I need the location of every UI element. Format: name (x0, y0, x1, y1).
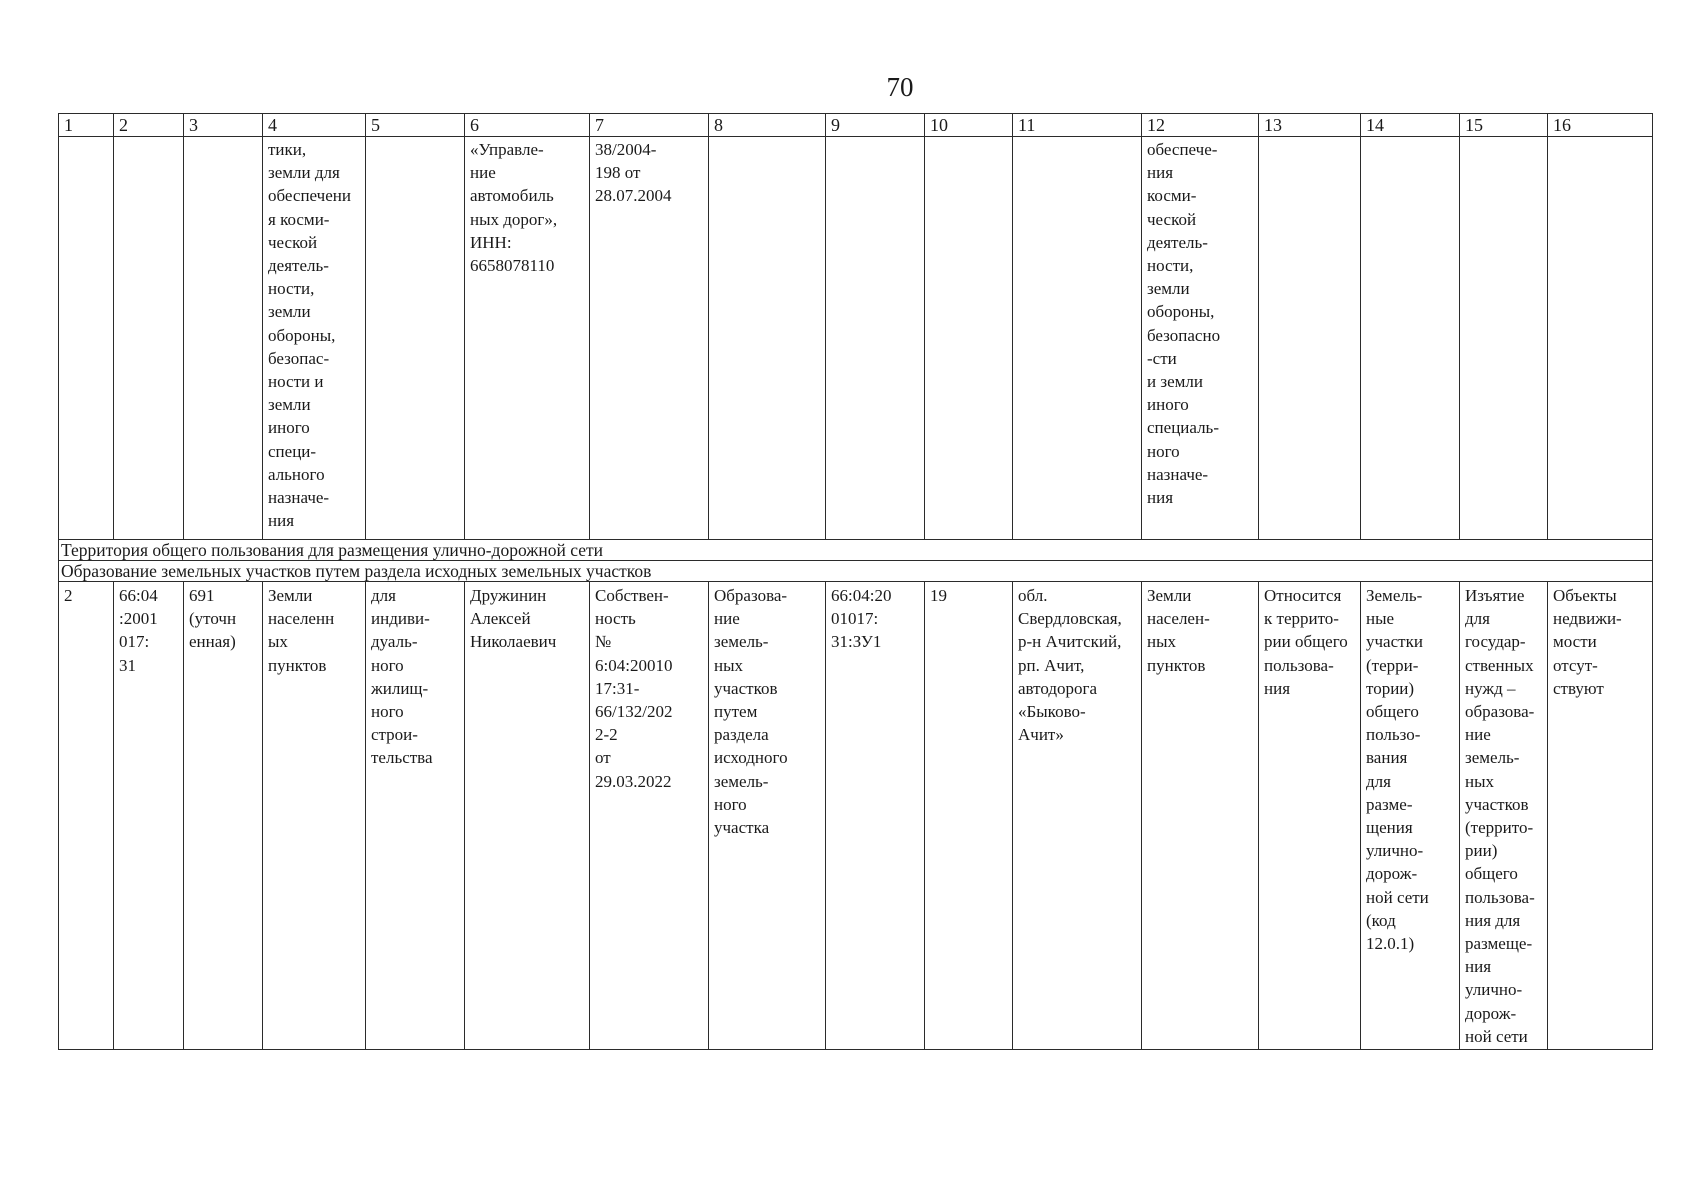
permitted-use-cell: Земель- ные участки (терри- тории) общего пользо- вания для разме- щения улично- дорож- ной сети (код 12.0.1) (1361, 582, 1460, 1050)
right-registration-cell: Собствен- ность № 6:04:20010 17:31- 66/132/202 2-2 от 29.03.2022 (590, 582, 709, 1050)
area-cell: 691 (уточн енная) (184, 582, 263, 1050)
column-number: 9 (826, 114, 925, 137)
table-cell (925, 137, 1013, 540)
column-number: 4 (263, 114, 366, 137)
column-number: 5 (366, 114, 465, 137)
continuation-row (59, 137, 1653, 540)
table-row (59, 582, 1653, 1050)
table-cell (114, 137, 184, 540)
section-row (59, 540, 1653, 561)
column-number: 7 (590, 114, 709, 137)
formation-method-cell: Образова- ние земель- ных участков путем раздела исходного земель- ного участка (709, 582, 826, 1050)
table-cell (826, 137, 925, 540)
column-number-row (59, 114, 1653, 137)
row-number-cell: 2 (59, 582, 114, 1050)
land-category-cell: Земли населен- ных пунктов (1142, 582, 1259, 1050)
table-cell (1013, 137, 1142, 540)
table-cell (184, 137, 263, 540)
column-number: 2 (114, 114, 184, 137)
column-number: 10 (925, 114, 1013, 137)
land-category-cell: обеспече- ния косми- ческой деятель- ности, земли обороны, безопасно -сти и земли иного специаль- ного назначе- ния (1142, 137, 1259, 540)
table-cell (709, 137, 826, 540)
real-estate-objects-cell: Объекты недвижи- мости отсут- ствуют (1548, 582, 1653, 1050)
column-number: 8 (709, 114, 826, 137)
column-number: 13 (1259, 114, 1361, 137)
table-cell (366, 137, 465, 540)
column-number: 3 (184, 114, 263, 137)
section-title: Территория общего пользования для размещения улично-дорожной сети (59, 540, 1653, 561)
cadastral-number-cell: 66:04 :2001 017: 31 (114, 582, 184, 1050)
column-number: 15 (1460, 114, 1548, 137)
page-number: 70 (886, 72, 914, 102)
table-cell (1548, 137, 1653, 540)
address-cell: обл. Свердловская, р-н Ачитский, рп. Ачит, автодорога «Быково- Ачит» (1013, 582, 1142, 1050)
land-category-cell: тики, земли для обеспечени я косми- ческой деятель- ности, земли обороны, безопас- ности и земли иного специ- ального назначе- ния (263, 137, 366, 540)
column-number: 1 (59, 114, 114, 137)
column-number: 6 (465, 114, 590, 137)
column-number: 16 (1548, 114, 1653, 137)
land-category-cell: Земли населенн ых пунктов (263, 582, 366, 1050)
subsection-row (59, 561, 1653, 582)
table-cell (1361, 137, 1460, 540)
new-plot-number-cell: 66:04:20 01017: 31:ЗУ1 (826, 582, 925, 1050)
land-plots-table (58, 113, 1653, 1050)
new-plot-area-cell: 19 (925, 582, 1013, 1050)
public-territory-cell: Относится к террито- рии общего пользова- ния (1259, 582, 1361, 1050)
owner-cell: «Управле- ние автомобиль ных дорог», ИНН: 6658078110 (465, 137, 590, 540)
column-number: 12 (1142, 114, 1259, 137)
owner-cell: Дружинин Алексей Николаевич (465, 582, 590, 1050)
subsection-title: Образование земельных участков путем раздела исходных земельных участков (59, 561, 1653, 582)
column-number: 11 (1013, 114, 1142, 137)
seizure-cell: Изъятие для государ- ственных нужд – образова- ние земель- ных участков (террито- рии) общего пользова- ния для размеще- ния улично- дорож- ной сети (1460, 582, 1548, 1050)
permitted-use-cell: для индиви- дуаль- ного жилищ- ного строи- тельства (366, 582, 465, 1050)
column-number: 14 (1361, 114, 1460, 137)
table-cell (1460, 137, 1548, 540)
table-cell (59, 137, 114, 540)
table-cell (1259, 137, 1361, 540)
right-registration-cell: 38/2004- 198 от 28.07.2004 (590, 137, 709, 540)
